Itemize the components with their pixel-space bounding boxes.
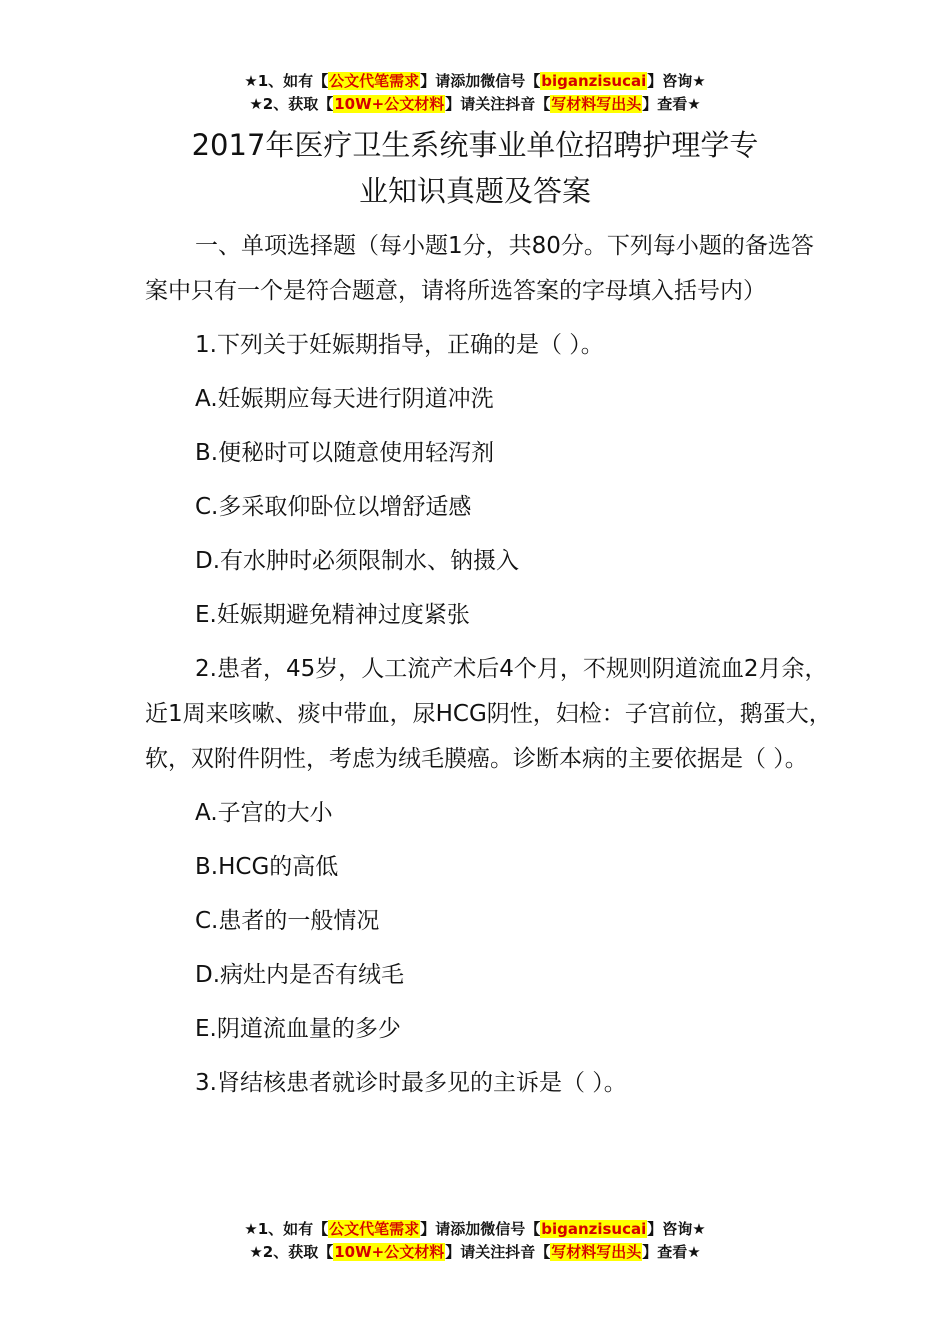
promo-highlight-douyin: 写材料写出头 — [551, 1243, 642, 1261]
promo-highlight-materials: 10W+公文材料 — [334, 95, 445, 113]
promo-line-1: ★1、如有【公文代笔需求】请添加微信号【biganzisucai】咨询★ — [244, 1220, 706, 1238]
question-stem: 1.下列关于妊娠期指导，正确的是（ ）。 — [195, 332, 604, 358]
promo-highlight-service: 公文代笔需求 — [329, 72, 420, 90]
promo-line-1: ★1、如有【公文代笔需求】请添加微信号【biganzisucai】咨询★ — [244, 72, 706, 90]
title-line-2: 业知识真题及答案 — [358, 174, 591, 208]
question-stem: 2.患者，45岁，人工流产术后4个月，不规则阴道流血2月余，近1周来咳嗽、痰中带血，尿HCG阴性，妇检：子宫前位，鹅蛋大，软，双附件阴性，考虑为绒毛膜癌。诊断本病的主要依据是（ ）。 — [145, 656, 832, 772]
answer-option: C.患者的一般情况 — [195, 908, 380, 934]
promo-banner-bottom — [0, 1218, 950, 1264]
document-title — [0, 122, 950, 214]
answer-option: D.病灶内是否有绒毛 — [195, 962, 405, 988]
question-stem: 3.肾结核患者就诊时最多见的主诉是（ ）。 — [195, 1070, 627, 1096]
promo-highlight-wechat: biganzisucai — [541, 72, 647, 90]
answer-option: E.妊娠期避免精神过度紧张 — [195, 602, 470, 628]
answer-option: D.有水肿时必须限制水、钠摄入 — [195, 548, 520, 574]
answer-option: C.多采取仰卧位以增舒适感 — [195, 494, 472, 520]
document-body — [145, 224, 835, 1115]
section-heading: 一、单项选择题（每小题1分，共80分。下列每小题的备选答案中只有一个是符合题意，请将所选答案的字母填入括号内） — [145, 233, 814, 304]
answer-option: A.子宫的大小 — [195, 800, 333, 826]
promo-highlight-wechat: biganzisucai — [541, 1220, 647, 1238]
title-line-1: 2017年医疗卫生系统事业单位招聘护理学专 — [191, 128, 759, 162]
answer-option: B.便秘时可以随意使用轻泻剂 — [195, 440, 495, 466]
promo-highlight-douyin: 写材料写出头 — [551, 95, 642, 113]
answer-option: B.HCG的高低 — [195, 854, 339, 880]
answer-option: A.妊娠期应每天进行阴道冲洗 — [195, 386, 494, 412]
promo-highlight-materials: 10W+公文材料 — [334, 1243, 445, 1261]
answer-option: E.阴道流血量的多少 — [195, 1016, 401, 1042]
promo-line-2: ★2、获取【10W+公文材料】请关注抖音【写材料写出头】查看★ — [249, 95, 701, 113]
promo-highlight-service: 公文代笔需求 — [329, 1220, 420, 1238]
promo-banner-top — [0, 70, 950, 116]
promo-line-2: ★2、获取【10W+公文材料】请关注抖音【写材料写出头】查看★ — [249, 1243, 701, 1261]
